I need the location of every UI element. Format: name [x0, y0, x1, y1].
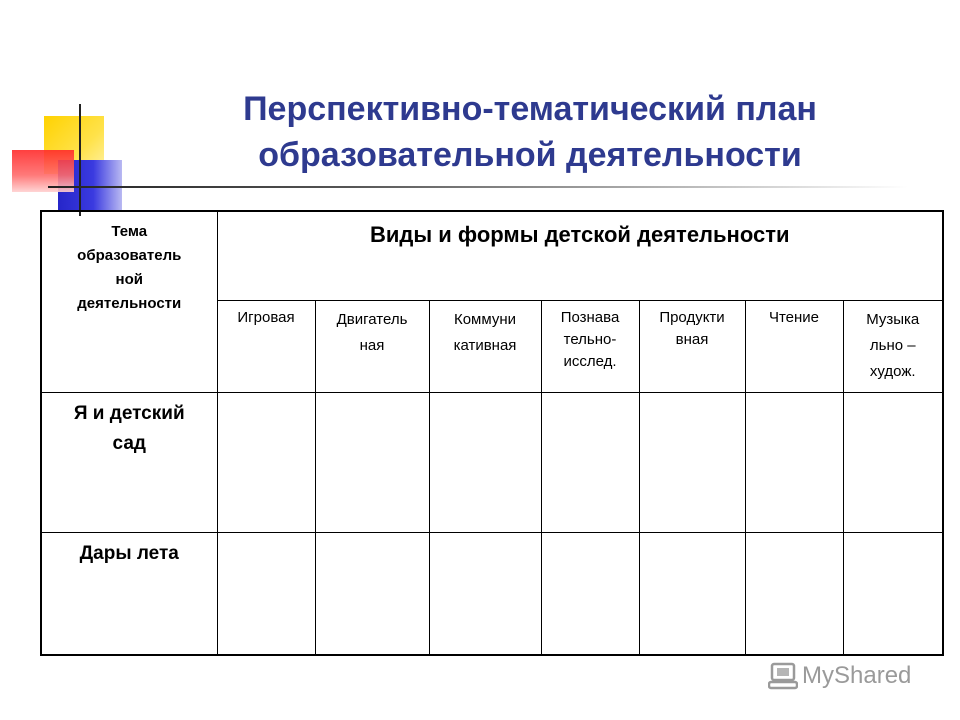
- table-cell: [217, 393, 315, 533]
- column-header-line: ная: [359, 337, 385, 354]
- column-header-motor: [315, 301, 429, 393]
- column-header-productive: [639, 301, 745, 393]
- title-line-2: образовательной деятельности: [258, 136, 802, 174]
- column-header-line: худож.: [869, 363, 916, 380]
- table-cell: [315, 533, 429, 656]
- page-title: [150, 86, 910, 178]
- table-cell: [541, 533, 639, 656]
- topic-header-cell: [41, 211, 217, 393]
- column-header-line: Двигатель: [336, 311, 408, 328]
- table-cell: [541, 393, 639, 533]
- topic-header-line: деятельности: [77, 295, 182, 312]
- column-header-line: исслед.: [563, 353, 617, 370]
- column-header-communicative: [429, 301, 541, 393]
- watermark-text: MyShared: [802, 662, 912, 689]
- column-header-play: [217, 301, 315, 393]
- column-header-line: Познава: [560, 309, 620, 326]
- row-label: [41, 393, 217, 533]
- column-header-line: Коммуни: [453, 311, 517, 328]
- column-header-cognitive: [541, 301, 639, 393]
- column-header-line: тельно-: [563, 331, 617, 348]
- table-cell: [429, 533, 541, 656]
- table-cell: [843, 533, 943, 656]
- table-cell: [843, 393, 943, 533]
- table-cell: [315, 393, 429, 533]
- column-header-line: Игровая: [237, 309, 295, 326]
- decor-horizontal-line: [48, 186, 908, 188]
- column-header-line: Продукти: [659, 309, 725, 326]
- decor-vertical-line: [79, 104, 81, 216]
- table-cell: [217, 533, 315, 656]
- plan-table: [40, 210, 944, 656]
- topic-header-line: образователь: [77, 247, 182, 264]
- row-label-line: сад: [112, 433, 146, 454]
- column-header-line: кативная: [453, 337, 517, 354]
- row-label-line: Дары лета: [79, 543, 179, 564]
- table-cell: [429, 393, 541, 533]
- myshared-logo-icon: [768, 662, 798, 690]
- table-cell: [639, 533, 745, 656]
- table-cell: [745, 393, 843, 533]
- table-cell: [745, 533, 843, 656]
- table-row: [41, 393, 943, 533]
- column-header-line: льно –: [869, 337, 916, 354]
- watermark: [768, 656, 911, 696]
- row-label: [41, 533, 217, 656]
- column-header-music-art: [843, 301, 943, 393]
- column-header-line: Чтение: [768, 309, 820, 326]
- column-header-reading: [745, 301, 843, 393]
- table-row: [41, 533, 943, 656]
- kinds-header-cell: Виды и формы детской деятельности: [217, 211, 943, 301]
- column-header-line: Музыка: [866, 311, 920, 328]
- row-label-line: Я и детский: [73, 403, 185, 424]
- column-header-line: вная: [675, 331, 709, 348]
- table-cell: [639, 393, 745, 533]
- topic-header-line: Тема: [111, 223, 148, 240]
- title-line-1: Перспективно-тематический план: [243, 90, 817, 128]
- topic-header-line: ной: [115, 271, 143, 288]
